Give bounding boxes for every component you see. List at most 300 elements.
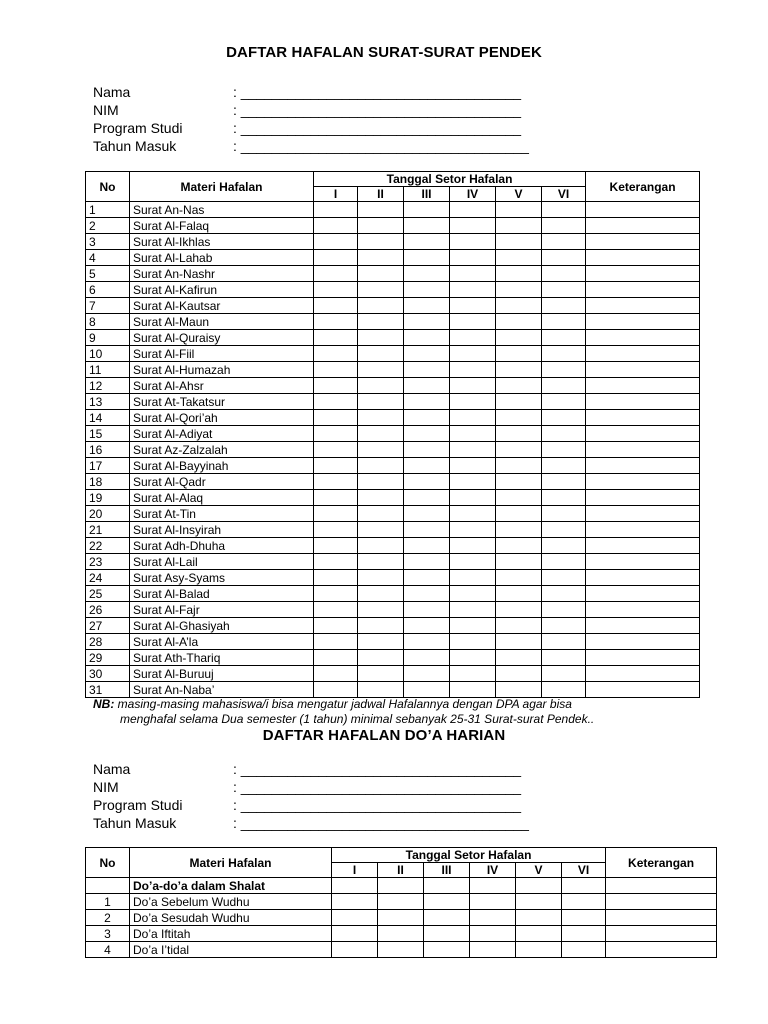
date-cell[interactable]: [358, 218, 404, 234]
date-cell[interactable]: [314, 602, 358, 618]
date-cell[interactable]: [358, 314, 404, 330]
date-cell[interactable]: [378, 942, 424, 958]
date-cell[interactable]: [450, 362, 496, 378]
keterangan-cell[interactable]: [586, 234, 700, 250]
date-cell[interactable]: [404, 490, 450, 506]
date-cell[interactable]: [404, 682, 450, 698]
table-row: [86, 894, 717, 910]
form-blank[interactable]: : ____________________________________: [233, 120, 522, 136]
table-row: [86, 682, 700, 698]
date-cell[interactable]: [358, 330, 404, 346]
date-cell[interactable]: [404, 426, 450, 442]
keterangan-cell[interactable]: [586, 666, 700, 682]
date-cell[interactable]: [450, 634, 496, 650]
date-cell[interactable]: [542, 506, 586, 522]
date-cell[interactable]: [450, 394, 496, 410]
date-cell[interactable]: [542, 682, 586, 698]
form-row-nama: [93, 83, 529, 101]
date-cell[interactable]: [332, 926, 378, 942]
date-cell[interactable]: [314, 346, 358, 362]
row-number: 20: [86, 506, 130, 522]
table-row: [86, 618, 700, 634]
date-cell[interactable]: [314, 554, 358, 570]
table-row: [86, 586, 700, 602]
date-cell[interactable]: [378, 926, 424, 942]
date-cell[interactable]: [542, 618, 586, 634]
keterangan-cell[interactable]: [586, 474, 700, 490]
table-row: [86, 394, 700, 410]
date-cell[interactable]: [358, 618, 404, 634]
date-cell[interactable]: [496, 538, 542, 554]
date-cell[interactable]: [542, 586, 586, 602]
form-row-program-studi: [93, 119, 529, 137]
date-cell[interactable]: [314, 474, 358, 490]
keterangan-cell[interactable]: [606, 942, 717, 958]
keterangan-cell[interactable]: [586, 522, 700, 538]
keterangan-cell[interactable]: [586, 378, 700, 394]
date-cell[interactable]: [314, 458, 358, 474]
date-cell[interactable]: [404, 394, 450, 410]
date-cell[interactable]: [358, 410, 404, 426]
table-cell: [606, 878, 717, 894]
date-cell[interactable]: [450, 650, 496, 666]
date-cell[interactable]: [404, 538, 450, 554]
date-cell[interactable]: [314, 362, 358, 378]
date-cell[interactable]: [358, 234, 404, 250]
date-cell[interactable]: [404, 650, 450, 666]
form-row-nim: [93, 778, 529, 796]
date-cell[interactable]: [450, 298, 496, 314]
date-cell[interactable]: [496, 602, 542, 618]
date-cell[interactable]: [404, 586, 450, 602]
date-cell[interactable]: [378, 910, 424, 926]
date-cell[interactable]: [542, 650, 586, 666]
date-cell[interactable]: [332, 894, 378, 910]
date-cell[interactable]: [450, 442, 496, 458]
date-cell[interactable]: [314, 314, 358, 330]
row-number: 24: [86, 570, 130, 586]
row-materi: Surat Ath-Thariq: [130, 650, 314, 666]
keterangan-cell[interactable]: [586, 410, 700, 426]
row-number: 3: [86, 234, 130, 250]
header-tanggal: Tanggal Setor Hafalan: [314, 172, 586, 187]
note-line-2: menghafal selama Dua semester (1 tahun) minimal sebanyak 25-31 Surat-surat Pendek..: [120, 712, 595, 726]
date-cell[interactable]: [450, 490, 496, 506]
date-cell[interactable]: [496, 298, 542, 314]
date-cell[interactable]: [358, 554, 404, 570]
table-row: [86, 266, 700, 282]
date-cell[interactable]: [314, 250, 358, 266]
date-cell[interactable]: [314, 538, 358, 554]
date-cell[interactable]: [314, 282, 358, 298]
date-cell[interactable]: [496, 634, 542, 650]
keterangan-cell[interactable]: [586, 314, 700, 330]
keterangan-cell[interactable]: [586, 538, 700, 554]
date-cell[interactable]: [404, 506, 450, 522]
date-cell[interactable]: [542, 346, 586, 362]
date-cell[interactable]: [450, 250, 496, 266]
row-materi: Surat Al-Qadr: [130, 474, 314, 490]
row-number: 18: [86, 474, 130, 490]
date-cell[interactable]: [404, 666, 450, 682]
date-cell[interactable]: [358, 426, 404, 442]
header-session: II: [378, 863, 424, 878]
date-cell[interactable]: [404, 218, 450, 234]
keterangan-cell[interactable]: [586, 586, 700, 602]
date-cell[interactable]: [314, 682, 358, 698]
date-cell[interactable]: [450, 458, 496, 474]
date-cell[interactable]: [314, 218, 358, 234]
table-row: [86, 474, 700, 490]
date-cell[interactable]: [542, 362, 586, 378]
table-row: [86, 942, 717, 958]
note: [93, 697, 594, 727]
date-cell[interactable]: [470, 926, 516, 942]
date-cell[interactable]: [496, 474, 542, 490]
date-cell[interactable]: [542, 666, 586, 682]
date-cell[interactable]: [358, 586, 404, 602]
date-cell[interactable]: [496, 618, 542, 634]
header-tanggal: Tanggal Setor Hafalan: [332, 848, 606, 863]
date-cell[interactable]: [358, 474, 404, 490]
date-cell[interactable]: [450, 234, 496, 250]
date-cell[interactable]: [450, 602, 496, 618]
date-cell[interactable]: [404, 554, 450, 570]
row-materi: Surat Al-Bayyinah: [130, 458, 314, 474]
date-cell[interactable]: [358, 650, 404, 666]
date-cell[interactable]: [516, 942, 562, 958]
date-cell[interactable]: [562, 926, 606, 942]
date-cell[interactable]: [496, 506, 542, 522]
date-cell[interactable]: [450, 314, 496, 330]
date-cell[interactable]: [450, 266, 496, 282]
date-cell[interactable]: [542, 266, 586, 282]
date-cell[interactable]: [424, 926, 470, 942]
date-cell[interactable]: [562, 910, 606, 926]
form-blank[interactable]: : ____________________________________: [233, 797, 522, 813]
keterangan-cell[interactable]: [586, 282, 700, 298]
form-blank[interactable]: : ____________________________________: [233, 761, 522, 777]
date-cell[interactable]: [496, 202, 542, 218]
date-cell[interactable]: [358, 202, 404, 218]
form-blank[interactable]: : ____________________________________: [233, 779, 522, 795]
date-cell[interactable]: [358, 394, 404, 410]
date-cell[interactable]: [496, 394, 542, 410]
date-cell[interactable]: [516, 894, 562, 910]
date-cell[interactable]: [542, 410, 586, 426]
form-blank[interactable]: : ____________________________________: [233, 102, 522, 118]
date-cell[interactable]: [496, 410, 542, 426]
date-cell[interactable]: [542, 442, 586, 458]
date-cell[interactable]: [314, 426, 358, 442]
date-cell[interactable]: [314, 202, 358, 218]
date-cell[interactable]: [358, 346, 404, 362]
keterangan-cell[interactable]: [586, 570, 700, 586]
date-cell[interactable]: [450, 426, 496, 442]
date-cell[interactable]: [404, 298, 450, 314]
table-row: [86, 442, 700, 458]
date-cell[interactable]: [314, 618, 358, 634]
date-cell[interactable]: [496, 250, 542, 266]
date-cell[interactable]: [314, 506, 358, 522]
date-cell[interactable]: [542, 378, 586, 394]
date-cell[interactable]: [404, 266, 450, 282]
keterangan-cell[interactable]: [586, 602, 700, 618]
keterangan-cell[interactable]: [586, 202, 700, 218]
row-number: 11: [86, 362, 130, 378]
date-cell[interactable]: [358, 378, 404, 394]
date-cell[interactable]: [450, 218, 496, 234]
date-cell[interactable]: [450, 378, 496, 394]
row-number: 17: [86, 458, 130, 474]
date-cell[interactable]: [496, 650, 542, 666]
table-row: [86, 650, 700, 666]
date-cell[interactable]: [496, 554, 542, 570]
date-cell[interactable]: [542, 234, 586, 250]
date-cell[interactable]: [358, 266, 404, 282]
date-cell[interactable]: [404, 442, 450, 458]
date-cell[interactable]: [542, 202, 586, 218]
row-materi: Surat At-Takatsur: [130, 394, 314, 410]
date-cell[interactable]: [358, 298, 404, 314]
date-cell[interactable]: [450, 506, 496, 522]
row-materi: Surat Al-Fiil: [130, 346, 314, 362]
date-cell[interactable]: [450, 410, 496, 426]
date-cell[interactable]: [314, 522, 358, 538]
date-cell[interactable]: [496, 282, 542, 298]
date-cell[interactable]: [314, 410, 358, 426]
date-cell[interactable]: [358, 490, 404, 506]
date-cell[interactable]: [496, 330, 542, 346]
date-cell[interactable]: [332, 942, 378, 958]
date-cell[interactable]: [542, 330, 586, 346]
date-cell[interactable]: [314, 666, 358, 682]
keterangan-cell[interactable]: [586, 506, 700, 522]
date-cell[interactable]: [542, 218, 586, 234]
row-number: 12: [86, 378, 130, 394]
keterangan-cell[interactable]: [586, 218, 700, 234]
date-cell[interactable]: [542, 490, 586, 506]
date-cell[interactable]: [358, 442, 404, 458]
date-cell[interactable]: [314, 650, 358, 666]
date-cell[interactable]: [450, 570, 496, 586]
date-cell[interactable]: [542, 602, 586, 618]
form-row-nim: [93, 101, 529, 119]
date-cell[interactable]: [358, 538, 404, 554]
keterangan-cell[interactable]: [586, 634, 700, 650]
date-cell[interactable]: [404, 378, 450, 394]
keterangan-cell[interactable]: [586, 682, 700, 698]
keterangan-cell[interactable]: [586, 298, 700, 314]
date-cell[interactable]: [450, 554, 496, 570]
date-cell[interactable]: [450, 522, 496, 538]
keterangan-cell[interactable]: [606, 910, 717, 926]
keterangan-cell[interactable]: [586, 250, 700, 266]
date-cell[interactable]: [404, 362, 450, 378]
date-cell[interactable]: [314, 394, 358, 410]
date-cell[interactable]: [404, 234, 450, 250]
date-cell[interactable]: [358, 666, 404, 682]
header-session: III: [404, 187, 450, 202]
form-blank[interactable]: : _____________________________________: [233, 138, 529, 154]
table-cell: [378, 878, 424, 894]
keterangan-cell[interactable]: [586, 618, 700, 634]
date-cell[interactable]: [404, 330, 450, 346]
keterangan-cell[interactable]: [586, 442, 700, 458]
date-cell[interactable]: [404, 282, 450, 298]
date-cell[interactable]: [314, 634, 358, 650]
date-cell[interactable]: [404, 570, 450, 586]
table-cell: [332, 878, 378, 894]
date-cell[interactable]: [314, 266, 358, 282]
date-cell[interactable]: [404, 314, 450, 330]
row-materi: Surat Al-Alaq: [130, 490, 314, 506]
date-cell[interactable]: [404, 522, 450, 538]
keterangan-cell[interactable]: [606, 894, 717, 910]
form-blank[interactable]: : _____________________________________: [233, 815, 529, 831]
date-cell[interactable]: [450, 282, 496, 298]
date-cell[interactable]: [496, 362, 542, 378]
date-cell[interactable]: [496, 586, 542, 602]
row-materi: Surat Al-A’la: [130, 634, 314, 650]
keterangan-cell[interactable]: [586, 394, 700, 410]
date-cell[interactable]: [496, 218, 542, 234]
date-cell[interactable]: [542, 298, 586, 314]
form-blank[interactable]: : ____________________________________: [233, 84, 522, 100]
date-cell[interactable]: [450, 330, 496, 346]
date-cell[interactable]: [404, 474, 450, 490]
date-cell[interactable]: [314, 442, 358, 458]
row-number: 14: [86, 410, 130, 426]
date-cell[interactable]: [496, 458, 542, 474]
keterangan-cell[interactable]: [586, 330, 700, 346]
date-cell[interactable]: [378, 894, 424, 910]
date-cell[interactable]: [496, 266, 542, 282]
date-cell[interactable]: [496, 522, 542, 538]
date-cell[interactable]: [424, 894, 470, 910]
date-cell[interactable]: [450, 538, 496, 554]
date-cell[interactable]: [470, 894, 516, 910]
date-cell[interactable]: [314, 586, 358, 602]
date-cell[interactable]: [358, 682, 404, 698]
date-cell[interactable]: [542, 570, 586, 586]
date-cell[interactable]: [314, 298, 358, 314]
date-cell[interactable]: [424, 910, 470, 926]
date-cell[interactable]: [450, 586, 496, 602]
keterangan-cell[interactable]: [586, 266, 700, 282]
date-cell[interactable]: [358, 570, 404, 586]
date-cell[interactable]: [358, 362, 404, 378]
table-row: [86, 218, 700, 234]
date-cell[interactable]: [496, 346, 542, 362]
date-cell[interactable]: [404, 634, 450, 650]
date-cell[interactable]: [404, 202, 450, 218]
date-cell[interactable]: [404, 346, 450, 362]
date-cell[interactable]: [314, 490, 358, 506]
row-materi: Surat Asy-Syams: [130, 570, 314, 586]
keterangan-cell[interactable]: [586, 490, 700, 506]
date-cell[interactable]: [496, 314, 542, 330]
row-materi: Surat Al-Humazah: [130, 362, 314, 378]
date-cell[interactable]: [542, 538, 586, 554]
date-cell[interactable]: [450, 666, 496, 682]
keterangan-cell[interactable]: [586, 458, 700, 474]
date-cell[interactable]: [358, 522, 404, 538]
date-cell[interactable]: [496, 426, 542, 442]
date-cell[interactable]: [404, 458, 450, 474]
date-cell[interactable]: [542, 282, 586, 298]
keterangan-cell[interactable]: [586, 362, 700, 378]
date-cell[interactable]: [450, 682, 496, 698]
row-number: 22: [86, 538, 130, 554]
date-cell[interactable]: [542, 394, 586, 410]
table-row: [86, 506, 700, 522]
date-cell[interactable]: [358, 506, 404, 522]
date-cell[interactable]: [314, 378, 358, 394]
date-cell[interactable]: [496, 682, 542, 698]
date-cell[interactable]: [314, 234, 358, 250]
keterangan-cell[interactable]: [606, 926, 717, 942]
keterangan-cell[interactable]: [586, 650, 700, 666]
keterangan-cell[interactable]: [586, 346, 700, 362]
header-session: V: [516, 863, 562, 878]
date-cell[interactable]: [542, 314, 586, 330]
date-cell[interactable]: [516, 926, 562, 942]
date-cell[interactable]: [358, 282, 404, 298]
date-cell[interactable]: [542, 474, 586, 490]
date-cell[interactable]: [542, 522, 586, 538]
keterangan-cell[interactable]: [586, 554, 700, 570]
date-cell[interactable]: [516, 910, 562, 926]
date-cell[interactable]: [358, 458, 404, 474]
row-materi: Surat An-Naba’: [130, 682, 314, 698]
date-cell[interactable]: [496, 490, 542, 506]
row-number: 6: [86, 282, 130, 298]
date-cell[interactable]: [314, 330, 358, 346]
date-cell[interactable]: [358, 602, 404, 618]
date-cell[interactable]: [424, 942, 470, 958]
date-cell[interactable]: [562, 942, 606, 958]
date-cell[interactable]: [542, 634, 586, 650]
date-cell[interactable]: [470, 910, 516, 926]
date-cell[interactable]: [496, 378, 542, 394]
date-cell[interactable]: [358, 634, 404, 650]
date-cell[interactable]: [542, 250, 586, 266]
date-cell[interactable]: [314, 570, 358, 586]
date-cell[interactable]: [358, 250, 404, 266]
date-cell[interactable]: [542, 426, 586, 442]
date-cell[interactable]: [450, 346, 496, 362]
date-cell[interactable]: [404, 250, 450, 266]
date-cell[interactable]: [450, 202, 496, 218]
header-session: V: [496, 187, 542, 202]
date-cell[interactable]: [496, 442, 542, 458]
date-cell[interactable]: [404, 602, 450, 618]
date-cell[interactable]: [542, 554, 586, 570]
date-cell[interactable]: [496, 570, 542, 586]
date-cell[interactable]: [542, 458, 586, 474]
date-cell[interactable]: [404, 410, 450, 426]
date-cell[interactable]: [450, 618, 496, 634]
date-cell[interactable]: [496, 234, 542, 250]
date-cell[interactable]: [562, 894, 606, 910]
date-cell[interactable]: [404, 618, 450, 634]
date-cell[interactable]: [450, 474, 496, 490]
date-cell[interactable]: [496, 666, 542, 682]
keterangan-cell[interactable]: [586, 426, 700, 442]
date-cell[interactable]: [470, 942, 516, 958]
date-cell[interactable]: [332, 910, 378, 926]
